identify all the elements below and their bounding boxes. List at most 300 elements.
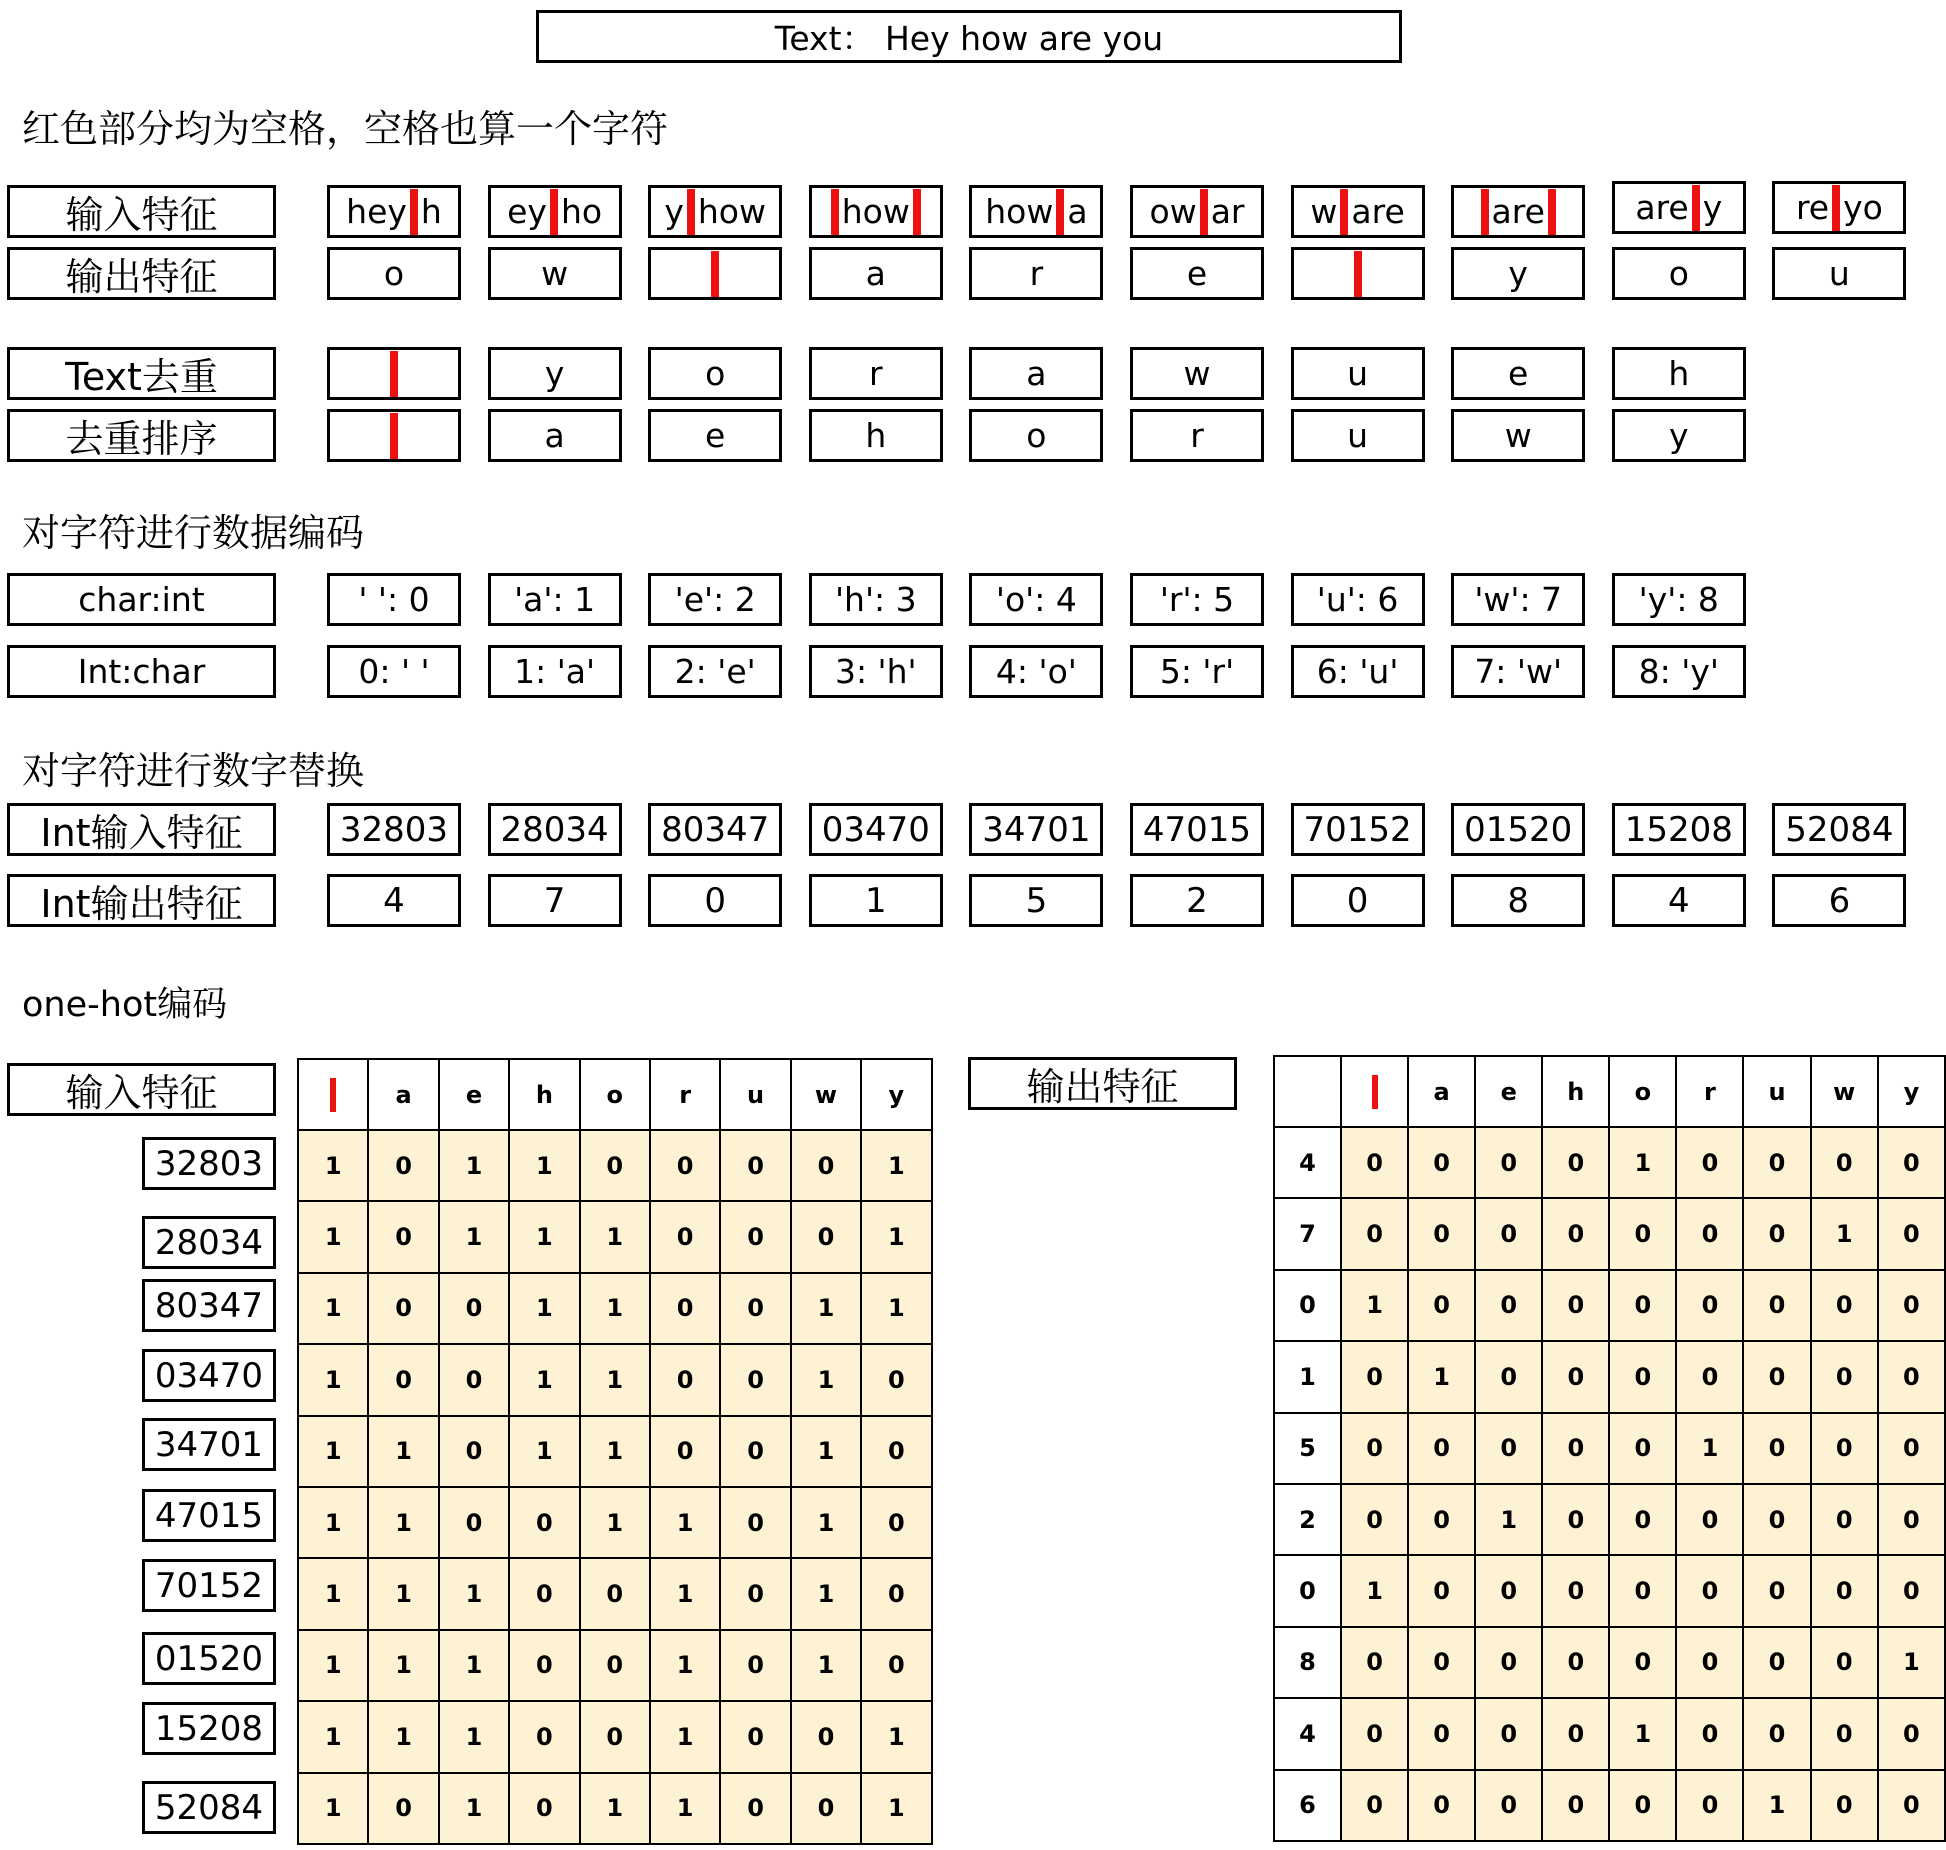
- int-output-value-text: 4: [383, 880, 405, 921]
- dedup-char: [488, 347, 622, 400]
- column-header: e: [439, 1059, 509, 1130]
- onehot-cell: 0: [1676, 1127, 1743, 1198]
- onehot-cell: 0: [1743, 1270, 1810, 1341]
- onehot-cell: 0: [439, 1416, 509, 1487]
- output-char-text: o: [383, 254, 405, 293]
- int-output-value-text: 1: [864, 880, 887, 921]
- char-int-entry-text: 'o': 4: [995, 580, 1077, 619]
- input-window-left: w: [1310, 192, 1338, 231]
- column-header: [1341, 1056, 1408, 1127]
- onehot-cell: 0: [1878, 1770, 1945, 1841]
- row-header: 4: [1274, 1127, 1341, 1198]
- onehot-cell: 0: [861, 1558, 931, 1629]
- onehot-cell: 0: [1341, 1698, 1408, 1769]
- onehot-cell: 0: [1878, 1198, 1945, 1269]
- onehot-cell: 0: [1408, 1484, 1475, 1555]
- output-char-text: w: [541, 254, 569, 293]
- onehot-cell: 0: [1341, 1127, 1408, 1198]
- table-row: [298, 1416, 932, 1487]
- onehot-input-label: 输入特征: [7, 1063, 276, 1116]
- onehot-cell: 1: [580, 1773, 650, 1844]
- dedup-char-text: e: [1508, 354, 1529, 393]
- table-row: [1274, 1770, 1945, 1841]
- onehot-cell: 1: [298, 1201, 368, 1272]
- row-header: 5: [1274, 1413, 1341, 1484]
- onehot-cell: 0: [1609, 1627, 1676, 1698]
- onehot-cell: 0: [1811, 1341, 1878, 1412]
- char-int-entry: [1291, 573, 1425, 626]
- space-marker-icon: [1692, 185, 1700, 231]
- space-marker-icon: [550, 189, 558, 235]
- dedup-char: [327, 347, 461, 400]
- onehot-cell: 0: [1341, 1627, 1408, 1698]
- onehot-input-row-label: [142, 1418, 276, 1471]
- input-window-left: are: [1635, 188, 1689, 227]
- onehot-cell: 0: [1609, 1413, 1676, 1484]
- onehot-cell: 0: [368, 1201, 438, 1272]
- table-row: [1274, 1555, 1945, 1626]
- onehot-cell: 1: [791, 1344, 861, 1415]
- output-char: [1772, 247, 1906, 300]
- table-row: [298, 1487, 932, 1558]
- encoding-heading: 对字符进行数据编码: [22, 511, 365, 555]
- onehot-cell: 1: [580, 1201, 650, 1272]
- sorted-char: [1130, 409, 1264, 462]
- int-input-value: [1291, 803, 1425, 856]
- int-input-value: [1772, 803, 1906, 856]
- int-char-entry: [488, 645, 622, 698]
- row-header: 0: [1274, 1270, 1341, 1341]
- row-header: 6: [1274, 1770, 1341, 1841]
- onehot-input-table: [297, 1058, 933, 1845]
- output-char: [1291, 247, 1425, 300]
- onehot-cell: 0: [1743, 1555, 1810, 1626]
- space-marker-icon: [1200, 189, 1208, 235]
- dedup-char-text: u: [1347, 354, 1369, 393]
- output-char: [1612, 247, 1746, 300]
- int-output-value-text: 2: [1186, 880, 1208, 921]
- table-row: [298, 1344, 932, 1415]
- onehot-input-row-label: [142, 1489, 276, 1542]
- onehot-cell: 0: [720, 1487, 790, 1558]
- char-int-entry: [809, 573, 943, 626]
- onehot-cell: 1: [861, 1130, 931, 1201]
- onehot-cell: 0: [1743, 1413, 1810, 1484]
- onehot-cell: 0: [720, 1201, 790, 1272]
- onehot-cell: 0: [1676, 1555, 1743, 1626]
- int-char-entry: [969, 645, 1103, 698]
- output-char-text: e: [1186, 254, 1208, 293]
- onehot-cell: 0: [1475, 1413, 1542, 1484]
- onehot-cell: 0: [1408, 1198, 1475, 1269]
- onehot-cell: 0: [368, 1273, 438, 1344]
- onehot-cell: 0: [439, 1487, 509, 1558]
- onehot-cell: 1: [439, 1201, 509, 1272]
- table-row: [1274, 1270, 1945, 1341]
- int-output-value-text: 7: [543, 880, 566, 921]
- onehot-cell: 0: [1341, 1413, 1408, 1484]
- int-output-value: [1612, 874, 1746, 927]
- char-int-entry: [648, 573, 782, 626]
- dedup-label: Text去重: [7, 347, 276, 400]
- onehot-cell: 1: [1676, 1413, 1743, 1484]
- onehot-cell: 1: [298, 1344, 368, 1415]
- char-int-entry-text: 'u': 6: [1316, 580, 1399, 619]
- column-header: y: [1878, 1056, 1945, 1127]
- int-input-value-text: 80347: [661, 809, 770, 850]
- onehot-cell: 0: [1878, 1341, 1945, 1412]
- onehot-cell: 0: [1878, 1698, 1945, 1769]
- char-int-entry-text: 'h': 3: [834, 580, 917, 619]
- onehot-cell: 1: [1341, 1270, 1408, 1341]
- column-header: w: [791, 1059, 861, 1130]
- onehot-cell: 1: [298, 1487, 368, 1558]
- char-int-entry: [1130, 573, 1264, 626]
- output-char: [648, 247, 782, 300]
- space-marker-icon: [1340, 189, 1348, 235]
- int-char-entry: [1130, 645, 1264, 698]
- dedup-char-text: w: [1183, 354, 1211, 393]
- onehot-cell: 0: [1408, 1127, 1475, 1198]
- int-input-value-text: 34701: [982, 809, 1091, 850]
- column-header: u: [720, 1059, 790, 1130]
- space-note: 红色部分均为空格，空格也算一个字符: [22, 107, 669, 151]
- onehot-cell: 0: [1475, 1270, 1542, 1341]
- int-output-value-text: 6: [1828, 880, 1851, 921]
- column-header: u: [1743, 1056, 1810, 1127]
- row-header: 0: [1274, 1555, 1341, 1626]
- int-output-value: [327, 874, 461, 927]
- char-int-entry-text: 'a': 1: [514, 580, 596, 619]
- onehot-input-row-label-text: 52084: [154, 1787, 264, 1828]
- onehot-cell: 1: [650, 1630, 720, 1701]
- onehot-cell: 1: [861, 1773, 931, 1844]
- onehot-cell: 0: [720, 1630, 790, 1701]
- input-window-right: are: [1351, 192, 1405, 231]
- onehot-cell: 1: [791, 1487, 861, 1558]
- onehot-cell: 1: [650, 1558, 720, 1629]
- onehot-cell: 1: [509, 1344, 579, 1415]
- onehot-cell: 0: [1341, 1770, 1408, 1841]
- onehot-cell: 0: [791, 1130, 861, 1201]
- int-input-label: Int输入特征: [7, 803, 276, 856]
- onehot-cell: 1: [580, 1273, 650, 1344]
- onehot-cell: 0: [1676, 1770, 1743, 1841]
- onehot-cell: 1: [580, 1344, 650, 1415]
- space-marker-icon: [390, 413, 398, 459]
- int-output-value: [809, 874, 943, 927]
- sorted-char-text: y: [1669, 416, 1689, 455]
- onehot-heading: one-hot编码: [22, 985, 228, 1025]
- onehot-cell: 1: [650, 1487, 720, 1558]
- space-marker-icon: [410, 189, 418, 235]
- onehot-cell: 0: [1676, 1484, 1743, 1555]
- input-window-right: are: [1491, 192, 1545, 231]
- sorted-char-text: w: [1504, 416, 1532, 455]
- onehot-cell: 0: [1542, 1770, 1609, 1841]
- input-window-left: ow: [1149, 192, 1197, 231]
- onehot-cell: 0: [439, 1344, 509, 1415]
- onehot-cell: 1: [1743, 1770, 1810, 1841]
- onehot-cell: 0: [439, 1273, 509, 1344]
- int-char-entry: [327, 645, 461, 698]
- table-row: [1274, 1484, 1945, 1555]
- onehot-cell: 0: [509, 1701, 579, 1772]
- onehot-cell: 1: [368, 1416, 438, 1487]
- space-marker-icon: [330, 1078, 336, 1112]
- input-window-right: how: [697, 192, 766, 231]
- onehot-cell: 1: [650, 1773, 720, 1844]
- row-header: 1: [1274, 1341, 1341, 1412]
- row-header: 7: [1274, 1198, 1341, 1269]
- onehot-cell: 0: [509, 1773, 579, 1844]
- char-int-entry-text: 'r': 5: [1159, 580, 1235, 619]
- onehot-output-table: [1273, 1055, 1946, 1842]
- output-char-text: y: [1508, 254, 1528, 293]
- onehot-cell: 1: [439, 1558, 509, 1629]
- dedup-char-text: a: [1026, 354, 1047, 393]
- int-char-entry: [1612, 645, 1746, 698]
- sorted-char-text: u: [1347, 416, 1369, 455]
- onehot-cell: 0: [1811, 1627, 1878, 1698]
- sorted-char-text: h: [865, 416, 887, 455]
- onehot-cell: 0: [650, 1416, 720, 1487]
- input-window: [327, 185, 461, 238]
- onehot-cell: 0: [1408, 1627, 1475, 1698]
- int-char-entry-text: 1: 'a': [514, 652, 596, 691]
- int-output-label: Int输出特征: [7, 874, 276, 927]
- onehot-cell: 0: [1542, 1698, 1609, 1769]
- onehot-cell: 0: [861, 1416, 931, 1487]
- int-output-value: [1291, 874, 1425, 927]
- input-window: [969, 185, 1103, 238]
- onehot-cell: 0: [861, 1630, 931, 1701]
- onehot-cell: 1: [439, 1130, 509, 1201]
- onehot-cell: 0: [1878, 1127, 1945, 1198]
- column-header: h: [1542, 1056, 1609, 1127]
- input-window-right: how: [841, 192, 910, 231]
- onehot-cell: 0: [1676, 1341, 1743, 1412]
- space-marker-icon: [687, 189, 695, 235]
- onehot-cell: 0: [650, 1201, 720, 1272]
- onehot-cell: 0: [1609, 1341, 1676, 1412]
- onehot-cell: 0: [720, 1416, 790, 1487]
- sorted-char: [648, 409, 782, 462]
- int-input-value-text: 03470: [821, 809, 930, 850]
- input-window: [648, 185, 782, 238]
- onehot-cell: 0: [1743, 1698, 1810, 1769]
- int-char-entry-text: 7: 'w': [1474, 652, 1563, 691]
- sorted-char-text: e: [705, 416, 726, 455]
- onehot-input-row-label-text: 70152: [154, 1565, 264, 1606]
- input-window-right: ho: [560, 192, 603, 231]
- int-input-value: [969, 803, 1103, 856]
- column-header: y: [861, 1059, 931, 1130]
- int-input-value: [1612, 803, 1746, 856]
- input-window: [1291, 185, 1425, 238]
- table-row: [298, 1630, 932, 1701]
- onehot-input-row-label-text: 34701: [154, 1424, 264, 1465]
- int-output-value: [969, 874, 1103, 927]
- char-int-label: char:int: [7, 573, 276, 626]
- onehot-cell: 0: [791, 1201, 861, 1272]
- char-int-entry-text: 'e': 2: [674, 580, 756, 619]
- onehot-cell: 1: [791, 1416, 861, 1487]
- onehot-input-row-label: [142, 1781, 276, 1834]
- column-header: h: [509, 1059, 579, 1130]
- dedup-char: [1612, 347, 1746, 400]
- onehot-cell: 0: [650, 1130, 720, 1201]
- input-window-left: how: [985, 192, 1054, 231]
- int-char-entry-text: 2: 'e': [674, 652, 756, 691]
- onehot-input-row-label: [142, 1702, 276, 1755]
- space-marker-icon: [913, 189, 921, 235]
- onehot-cell: 0: [1878, 1484, 1945, 1555]
- onehot-input-row-label: [142, 1632, 276, 1685]
- column-header: e: [1475, 1056, 1542, 1127]
- onehot-cell: 1: [509, 1273, 579, 1344]
- onehot-cell: 0: [1609, 1198, 1676, 1269]
- int-char-entry: [648, 645, 782, 698]
- input-window-right: yo: [1843, 188, 1883, 227]
- onehot-cell: 0: [368, 1130, 438, 1201]
- input-window: [1130, 185, 1264, 238]
- output-char-text: a: [865, 254, 886, 293]
- onehot-cell: 0: [1542, 1627, 1609, 1698]
- table-row: [1274, 1413, 1945, 1484]
- char-int-entry-text: ' ': 0: [358, 580, 430, 619]
- onehot-cell: 0: [1811, 1270, 1878, 1341]
- input-features-label: 输入特征: [7, 185, 276, 238]
- onehot-cell: 0: [791, 1701, 861, 1772]
- input-window: [1612, 181, 1746, 234]
- onehot-cell: 0: [1408, 1270, 1475, 1341]
- onehot-cell: 0: [1676, 1270, 1743, 1341]
- onehot-cell: 1: [791, 1558, 861, 1629]
- onehot-cell: 0: [720, 1130, 790, 1201]
- onehot-cell: 1: [509, 1416, 579, 1487]
- onehot-input-row-label-text: 28034: [154, 1222, 264, 1263]
- int-char-entry: [809, 645, 943, 698]
- output-char: [969, 247, 1103, 300]
- int-input-value-text: 28034: [500, 809, 609, 850]
- output-char: [488, 247, 622, 300]
- onehot-cell: 0: [1475, 1555, 1542, 1626]
- dedup-char-text: r: [869, 354, 883, 393]
- onehot-cell: 1: [861, 1701, 931, 1772]
- table-row: [298, 1701, 932, 1772]
- column-header: a: [368, 1059, 438, 1130]
- text-banner: Text： Hey how are you: [536, 10, 1402, 63]
- column-header: r: [1676, 1056, 1743, 1127]
- onehot-cell: 1: [298, 1416, 368, 1487]
- sorted-char: [1612, 409, 1746, 462]
- onehot-cell: 0: [861, 1344, 931, 1415]
- onehot-cell: 0: [1878, 1413, 1945, 1484]
- onehot-cell: 1: [298, 1701, 368, 1772]
- output-char: [1451, 247, 1585, 300]
- onehot-cell: 0: [1811, 1698, 1878, 1769]
- space-marker-icon: [831, 189, 839, 235]
- sorted-char-text: a: [544, 416, 565, 455]
- int-output-value: [1451, 874, 1585, 927]
- onehot-cell: 0: [1341, 1341, 1408, 1412]
- onehot-cell: 0: [1609, 1270, 1676, 1341]
- input-window-right: ar: [1210, 192, 1245, 231]
- onehot-input-row-label-text: 32803: [154, 1143, 264, 1184]
- onehot-cell: 0: [1542, 1555, 1609, 1626]
- onehot-cell: 0: [1878, 1270, 1945, 1341]
- onehot-cell: 0: [1475, 1698, 1542, 1769]
- onehot-cell: 0: [1811, 1127, 1878, 1198]
- table-row: [298, 1130, 932, 1201]
- onehot-cell: 1: [1609, 1698, 1676, 1769]
- onehot-cell: 0: [1408, 1698, 1475, 1769]
- int-output-value: [1130, 874, 1264, 927]
- onehot-cell: 0: [1743, 1627, 1810, 1698]
- onehot-cell: 0: [1542, 1484, 1609, 1555]
- int-char-entry-text: 0: ' ': [358, 652, 430, 691]
- input-window-right: h: [420, 192, 442, 231]
- onehot-cell: 1: [1811, 1198, 1878, 1269]
- onehot-cell: 0: [1743, 1484, 1810, 1555]
- onehot-cell: 0: [720, 1558, 790, 1629]
- onehot-input-row-label-text: 03470: [154, 1355, 264, 1396]
- onehot-cell: 0: [1811, 1484, 1878, 1555]
- input-window: [488, 185, 622, 238]
- dedup-char: [648, 347, 782, 400]
- onehot-cell: 0: [1743, 1341, 1810, 1412]
- column-header: r: [650, 1059, 720, 1130]
- onehot-input-row-label: [142, 1279, 276, 1332]
- int-input-value: [1130, 803, 1264, 856]
- char-int-entry: [969, 573, 1103, 626]
- onehot-cell: 0: [509, 1558, 579, 1629]
- onehot-cell: 0: [1341, 1198, 1408, 1269]
- sorted-char-text: o: [1026, 416, 1047, 455]
- onehot-cell: 0: [1811, 1413, 1878, 1484]
- input-window-right: a: [1067, 192, 1088, 231]
- onehot-cell: 1: [1475, 1484, 1542, 1555]
- onehot-cell: 0: [1475, 1627, 1542, 1698]
- dedup-char: [809, 347, 943, 400]
- onehot-cell: 0: [580, 1701, 650, 1772]
- dedup-char: [1130, 347, 1264, 400]
- column-header: o: [580, 1059, 650, 1130]
- onehot-cell: 1: [1341, 1555, 1408, 1626]
- onehot-cell: 0: [1475, 1341, 1542, 1412]
- corner-cell: [1274, 1056, 1341, 1127]
- output-char-text: o: [1668, 254, 1689, 293]
- onehot-input-row-label-text: 01520: [154, 1638, 264, 1679]
- onehot-cell: 0: [1341, 1484, 1408, 1555]
- onehot-cell: 1: [368, 1487, 438, 1558]
- output-char-text: u: [1828, 254, 1850, 293]
- output-char-text: r: [1029, 254, 1044, 293]
- space-marker-icon: [711, 251, 719, 297]
- column-header: [298, 1059, 368, 1130]
- onehot-cell: 0: [720, 1273, 790, 1344]
- int-input-value: [648, 803, 782, 856]
- onehot-output-label: 输出特征: [968, 1057, 1237, 1110]
- onehot-cell: 1: [650, 1701, 720, 1772]
- onehot-cell: 1: [439, 1701, 509, 1772]
- space-marker-icon: [1056, 189, 1064, 235]
- space-marker-icon: [1548, 189, 1556, 235]
- int-output-value-text: 4: [1667, 880, 1690, 921]
- onehot-cell: 0: [1743, 1127, 1810, 1198]
- onehot-cell: 0: [1542, 1341, 1609, 1412]
